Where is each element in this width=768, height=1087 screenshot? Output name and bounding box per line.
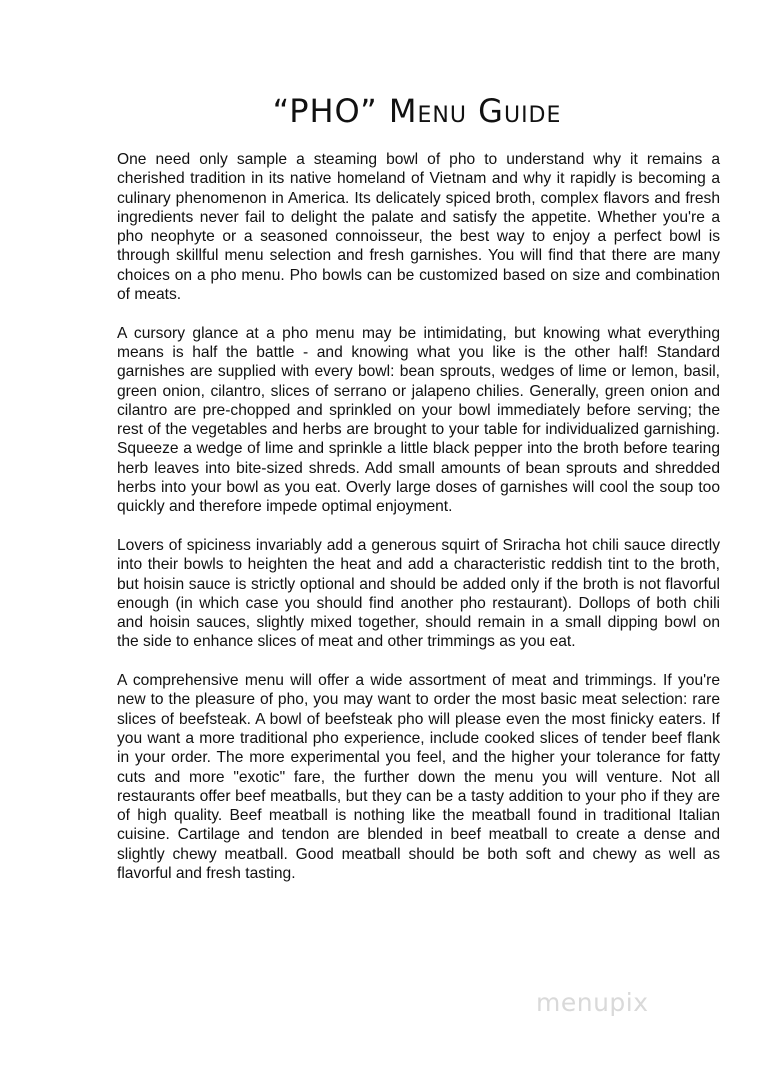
document-body	[117, 150, 720, 903]
paragraph-intro: One need only sample a steaming bowl of pho to understand why it remains a cherished tradition in its native homeland of Vietnam and why it rapidly is becoming a culinary phenomenon in America. Its delicately spiced broth, complex flavors and fresh ingredients never fail to delight the palate and satisfy the appetite. Whether you're a pho neophyte or a seasoned connoisseur, the best way to enjoy a perfect bowl is through skillful menu selection and fresh garnishes. You will find that there are many choices on a pho menu. Pho bowls can be customized based on size and combination of meats.	[117, 151, 720, 304]
paragraph-meats: A comprehensive menu will offer a wide assortment of meat and trimmings. If you're new to the pleasure of pho, you may want to order the most basic meat selection: rare slices of beefsteak. A bowl of beefsteak pho will please even the most finicky eaters. If you want a more traditional pho experience, include cooked slices of tender beef flank in your order. The more experimental you feel, and the higher your tolerance for fatty cuts and more "exotic" fare, the further down the menu you will venture. Not all restaurants offer beef meatballs, but they can be a tasty addition to your pho if they are of high quality. Beef meatball is nothing like the meatball found in traditional Italian cuisine. Cartilage and tendon are blended in beef meatball to create a dense and slightly chewy meatball. Good meatball should be both soft and chewy as well as flavorful and fresh tasting.	[117, 672, 720, 882]
paragraph-sauces: Lovers of spiciness invariably add a generous squirt of Sriracha hot chili sauce directly into their bowls to heighten the heat and add a characteristic reddish tint to the broth, but hoisin sauce is strictly optional and should be added only if the broth is not flavorful enough (in which case you should find another pho restaurant). Dollops of both chili and hoisin sauces, slightly mixed together, should remain in a small dipping bowl on the side to enhance slices of meat and other trimmings as you eat.	[117, 536, 720, 651]
page-title: “PHO” Menu Guide	[272, 92, 562, 130]
paragraph-garnishes: A cursory glance at a pho menu may be intimidating, but knowing what everything means is half the battle - and knowing what you like is the other half! Standard garnishes are supplied with every bowl: bean sprouts, wedges of lime or lemon, basil, green onion, cilantro, slices of serrano or jalapeno chilies. Generally, green onion and cilantro are pre-chopped and sprinkled on your bowl immediately before serving; the rest of the vegetables and herbs are brought to your table for individualized garnishing. Squeeze a wedge of lime and sprinkle a little black pepper into the broth before tearing herb leaves into bite-sized shreds. Add small amounts of bean sprouts and shredded herbs into your bowl as you eat. Overly large doses of garnishes will cool the soup too quickly and therefore impede optimal enjoyment.	[117, 324, 720, 516]
menupix-watermark: menupix	[536, 988, 649, 1017]
